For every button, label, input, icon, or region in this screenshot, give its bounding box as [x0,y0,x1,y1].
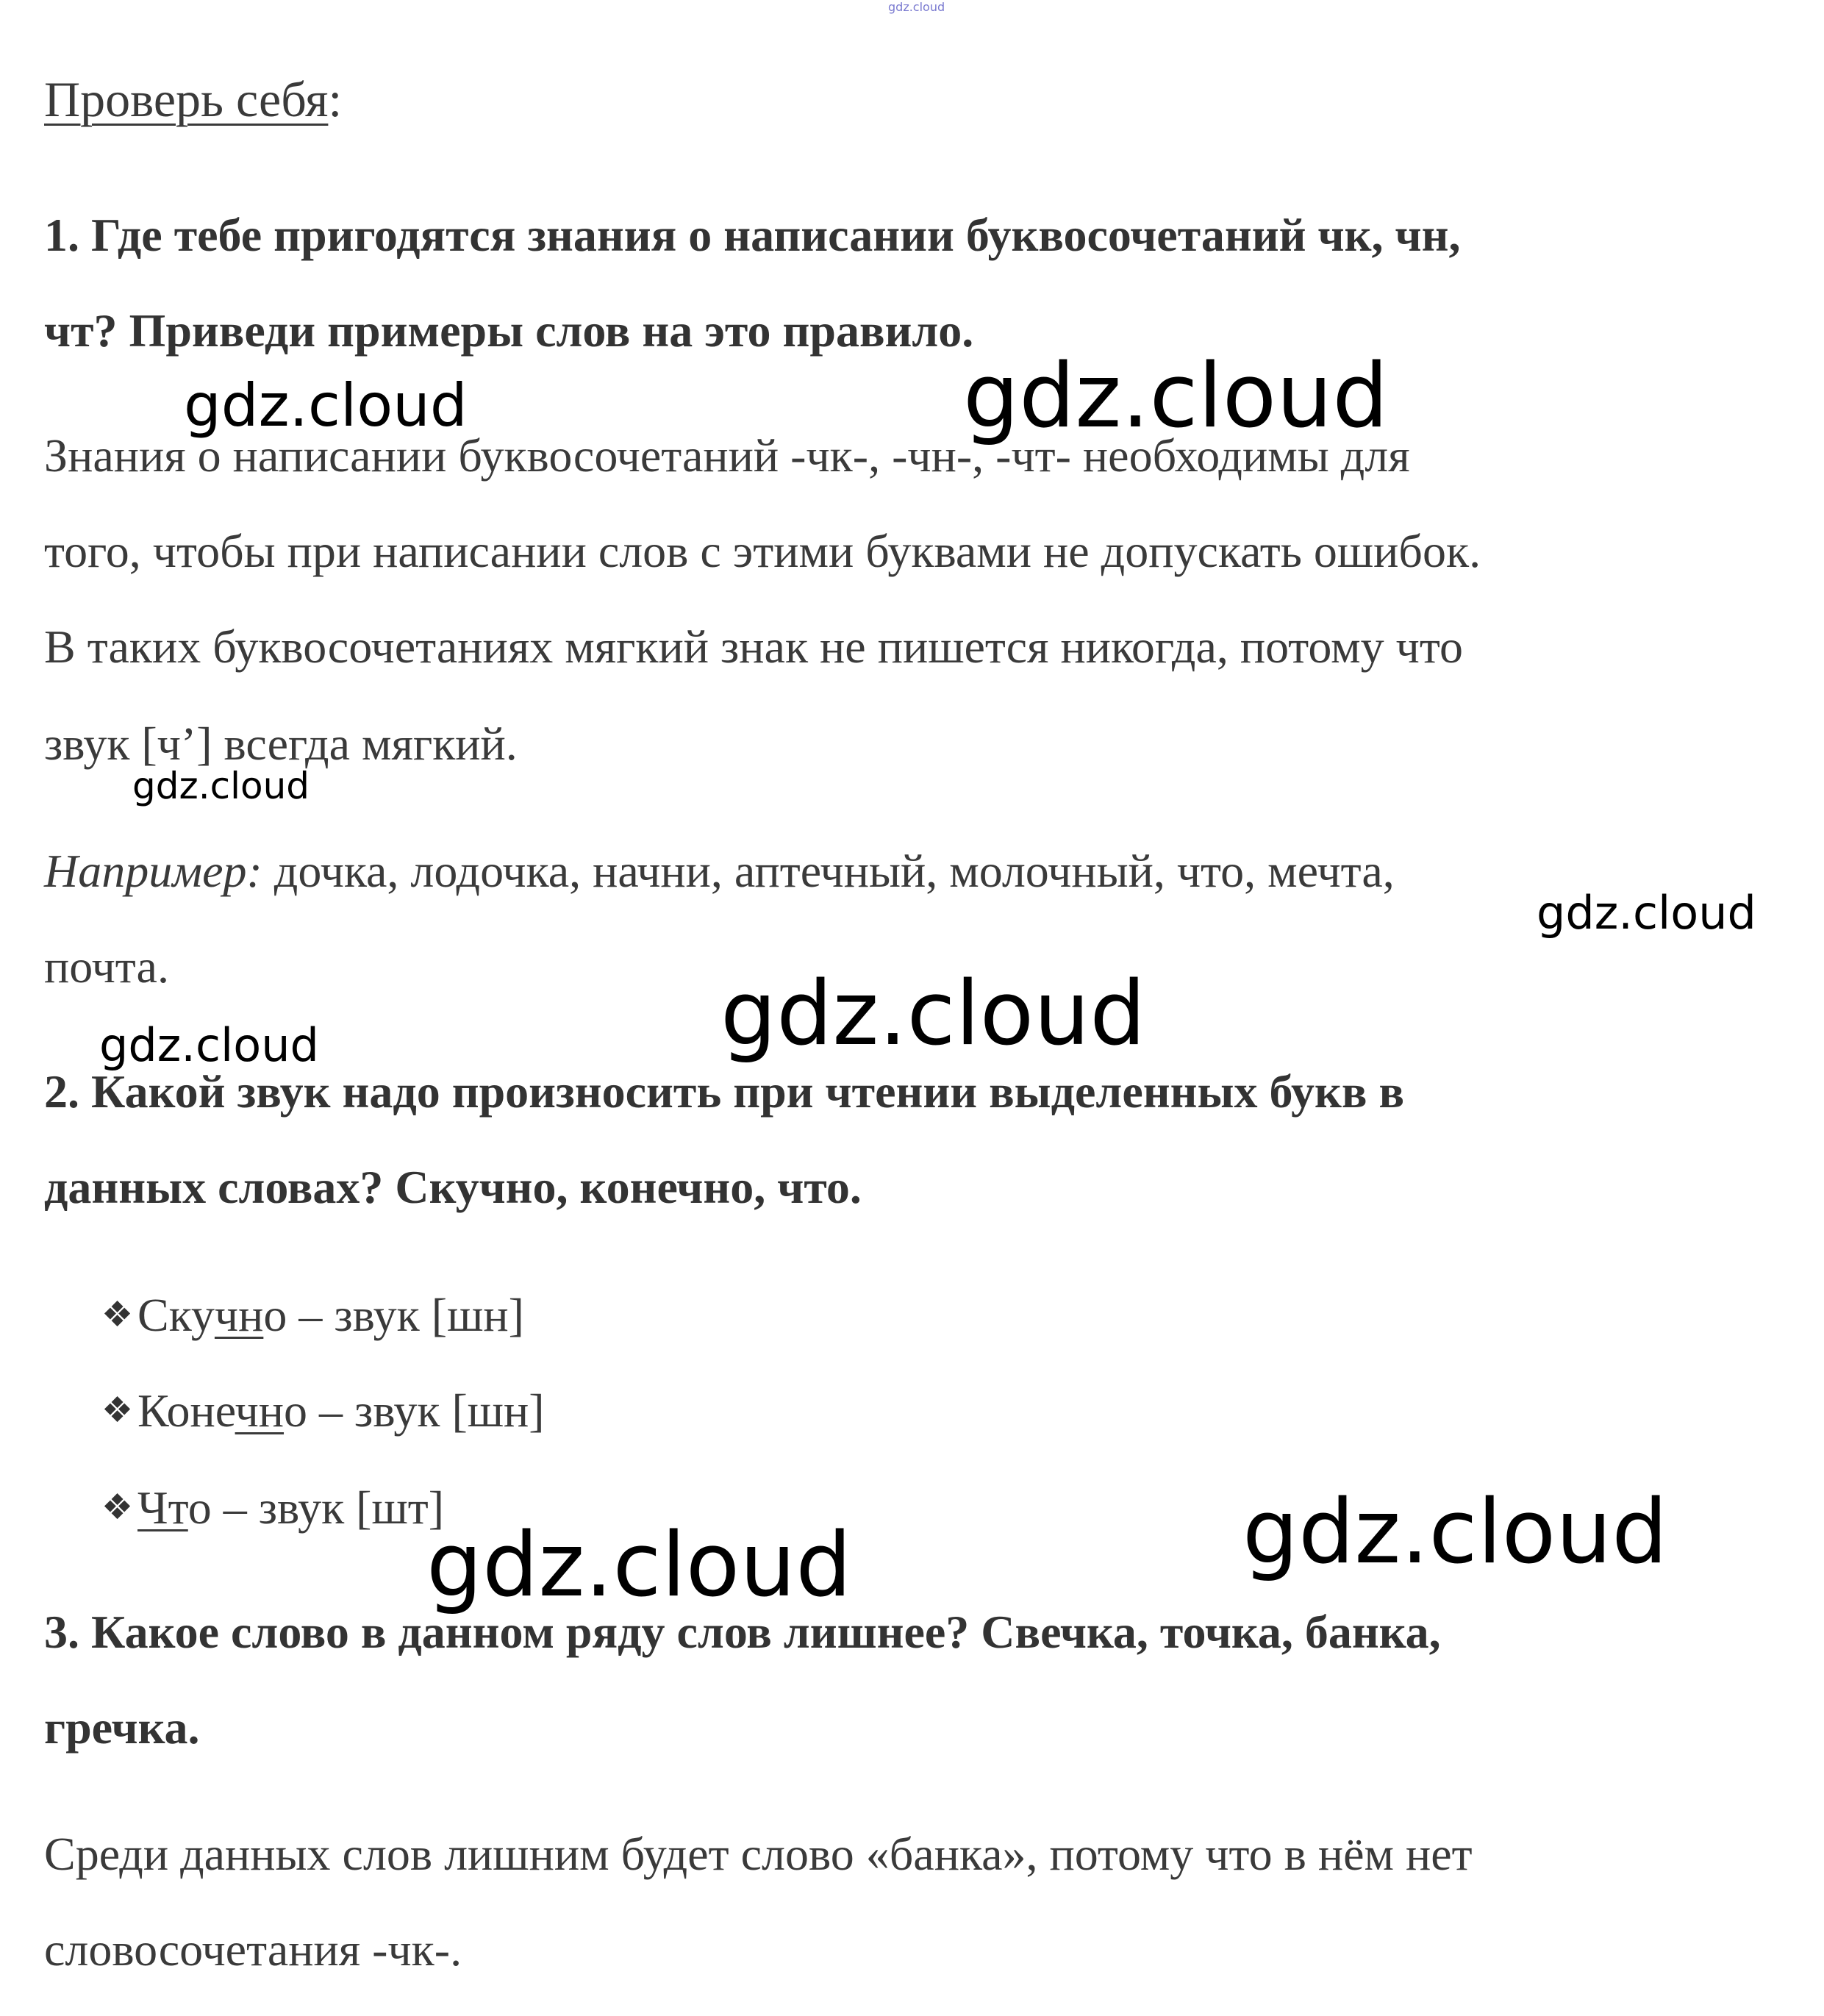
watermark: gdz.cloud [963,346,1389,448]
list-item [101,1478,444,1537]
question-2-line-1: 2. Какой звук надо произносить при чтении выделенных букв в [44,1065,1404,1118]
watermark: gdz.cloud [1242,1481,1668,1584]
answer-1-line-1: Знания о написании буквосочетаний -чк-, -чн-, -чт- необходимы для [44,429,1410,482]
watermark: gdz.cloud [720,963,1146,1065]
watermark: gdz.cloud [184,371,468,440]
example-line [44,842,1395,901]
answer-3-line-1: Среди данных слов лишним будет слово «банка», потому что в нём нет [44,1828,1473,1880]
list-item [101,1285,524,1345]
answer-1-line-2: того, чтобы при написании слов с этими буквами не допускать ошибок. [44,525,1481,577]
list-item [101,1381,545,1440]
watermark: gdz.cloud [99,1018,319,1072]
question-1-line-2: чт? Приведи примеры слов на это правило. [44,304,974,357]
diamond-bullet-icon: ❖ [101,1487,134,1528]
bullet-text-pre: Ску [137,1289,215,1341]
question-3-line-2: гречка. [44,1701,200,1754]
watermark: gdz.cloud [1537,886,1756,940]
diamond-bullet-icon: ❖ [101,1390,134,1431]
bullet-text-underlined: Чт [137,1481,188,1534]
example-text: дочка, лодочка, начни, аптечный, молочный, что, мечта, [262,845,1395,897]
bullet-text-underlined: чн [214,1289,264,1341]
diamond-bullet-icon: ❖ [101,1294,134,1335]
bullet-text-post: о – звук [шн] [263,1289,524,1341]
heading-title: Проверь себя [44,71,329,127]
bullet-text-post: о – звук [шн] [284,1384,545,1437]
bullet-text-pre: Коне [137,1384,235,1437]
answer-3-line-2: словосочетания -чк-. [44,1923,462,1976]
question-2-line-2: данных словах? Скучно, конечно, что. [44,1161,862,1213]
heading-colon: : [328,71,343,127]
question-3-line-1: 3. Какое слово в данном ряду слов лишнее? Свечка, точка, банка, [44,1606,1441,1658]
example-line-end: почта. [44,940,169,993]
watermark: gdz.cloud [426,1515,852,1617]
example-label: Например: [44,845,262,897]
watermark-top: gdz.cloud [888,0,945,14]
answer-1-line-3: В таких буквосочетаниях мягкий знак не пишется никогда, потому что [44,621,1463,673]
answer-1-line-4: звук [ч’] всегда мягкий. [44,718,518,770]
watermark: gdz.cloud [132,765,310,807]
bullet-text-post: о – звук [шт] [187,1481,445,1534]
heading-line [44,70,342,129]
bullet-text-underlined: чн [235,1384,285,1437]
question-1-line-1: 1. Где тебе пригодятся знания о написании буквосочетаний чк, чн, [44,209,1461,261]
